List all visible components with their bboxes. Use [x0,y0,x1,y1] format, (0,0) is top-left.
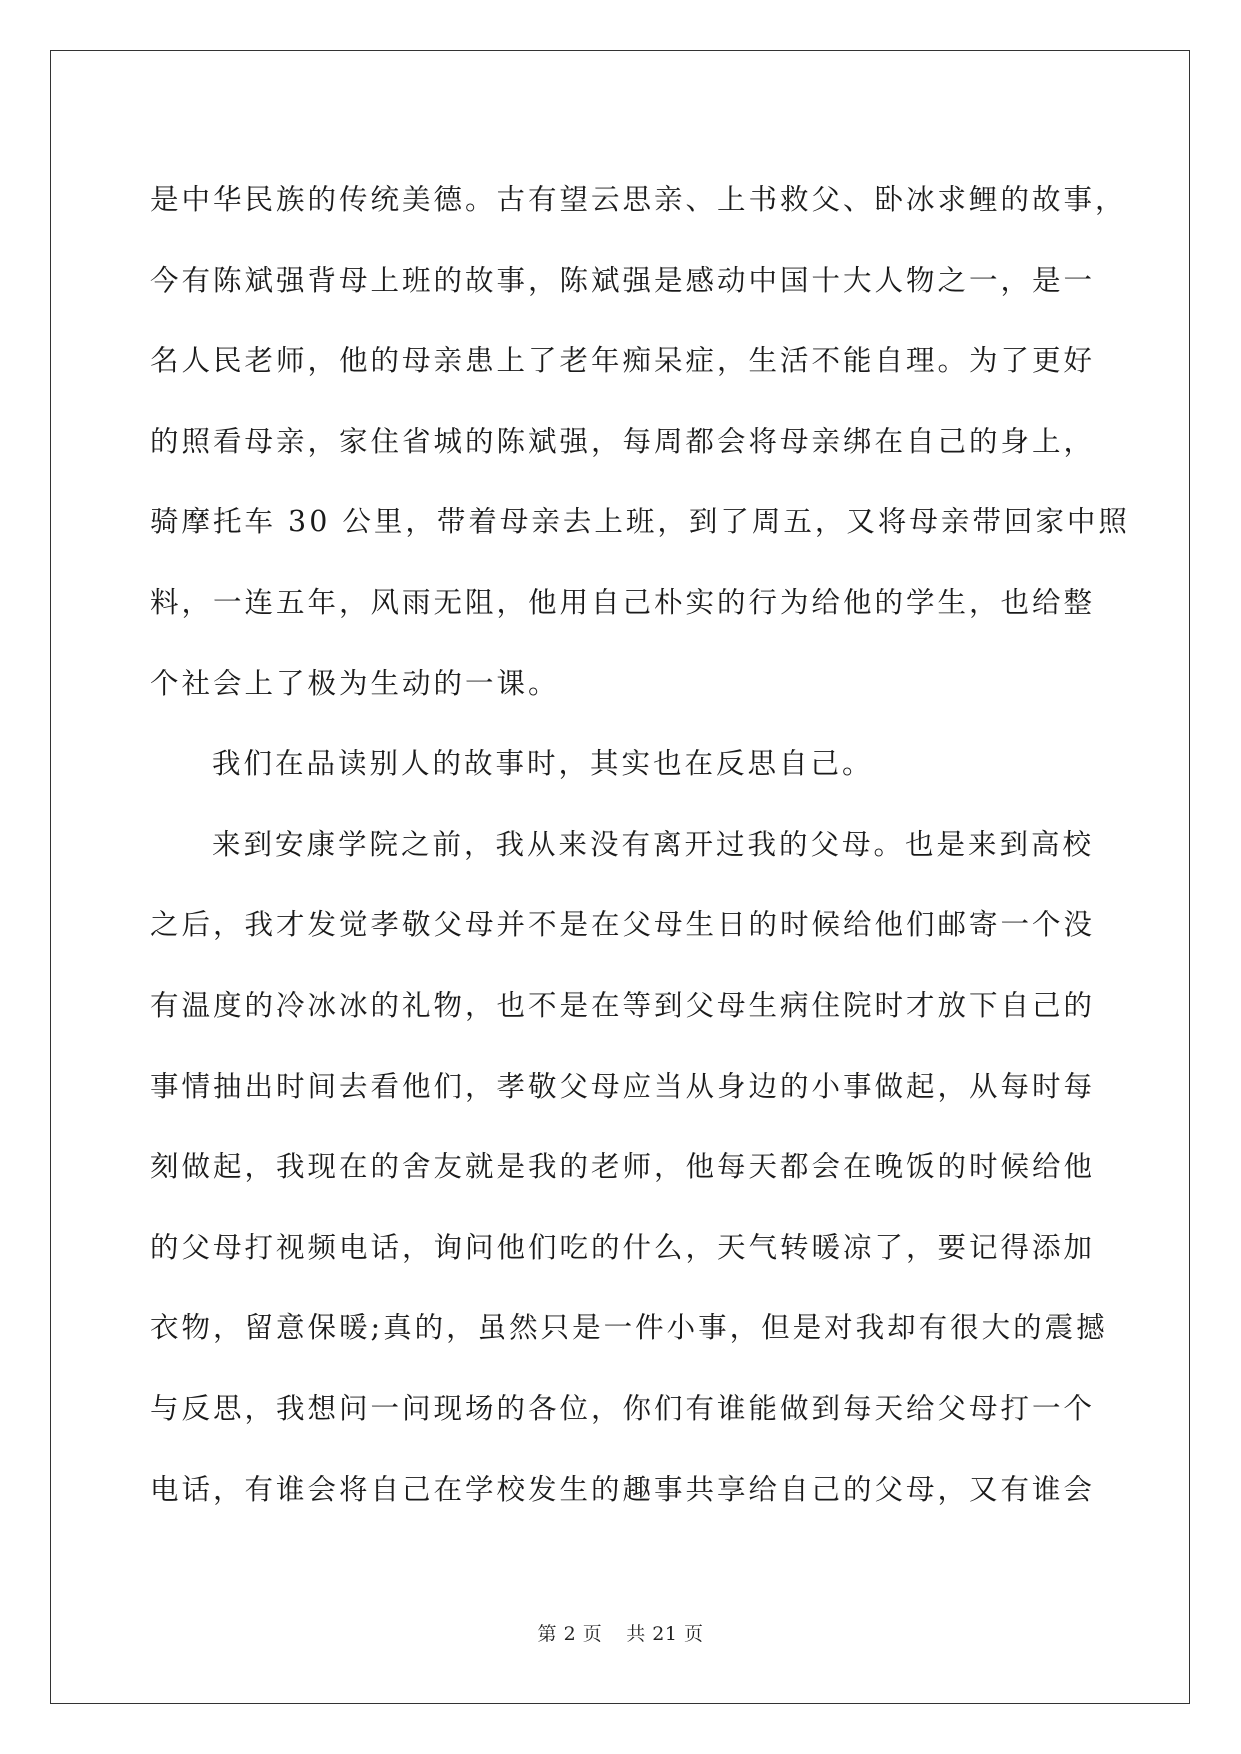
text-line: 料，一连五年，风雨无阻，他用自己朴实的行为给他的学生，也给整 [150,585,1096,619]
text-line: 骑摩托车 30 公里，带着母亲去上班，到了周五，又将母亲带回家中照 [150,505,1130,539]
text-line: 的照看母亲，家住省城的陈斌强，每周都会将母亲绑在自己的身上， [150,424,1096,458]
text-line: 的父母打视频电话，询问他们吃的什么，天气转暖凉了，要记得添加 [150,1230,1096,1264]
page-number: 第 2 页 [537,1623,603,1645]
text-line: 个社会上了极为生动的一课。 [150,666,560,700]
text-line: 之后，我才发觉孝敬父母并不是在父母生日的时候给他们邮寄一个没 [150,908,1096,942]
page-total: 共 21 页 [626,1623,704,1645]
text-line: 与反思，我想问一问现场的各位，你们有谁能做到每天给父母打一个 [150,1391,1096,1425]
text-line: 衣物，留意保暖;真的，虽然只是一件小事，但是对我却有很大的震撼 [150,1311,1108,1345]
text-line: 事情抽出时间去看他们，孝敬父母应当从身边的小事做起，从每时每 [150,1069,1096,1103]
text-line: 电话，有谁会将自己在学校发生的趣事共享给自己的父母，又有谁会 [150,1472,1096,1506]
text-line: 有温度的冷冰冰的礼物，也不是在等到父母生病住院时才放下自己的 [150,988,1096,1022]
document-body [150,160,1130,1530]
paragraph-start-line: 来到安康学院之前，我从来没有离开过我的父母。也是来到高校 [212,827,1095,861]
text-line: 名人民老师，他的母亲患上了老年痴呆症，生活不能自理。为了更好 [150,344,1096,378]
text-line: 今有陈斌强背母上班的故事，陈斌强是感动中国十大人物之一，是一 [150,263,1096,297]
text-line: 刻做起，我现在的舍友就是我的老师，他每天都会在晚饭的时候给他 [150,1150,1096,1184]
paragraph-start-line: 我们在品读别人的故事时，其实也在反思自己。 [212,747,874,781]
page-footer [0,1622,1241,1646]
text-line: 是中华民族的传统美德。古有望云思亲、上书救父、卧冰求鲤的故事， [150,183,1127,216]
